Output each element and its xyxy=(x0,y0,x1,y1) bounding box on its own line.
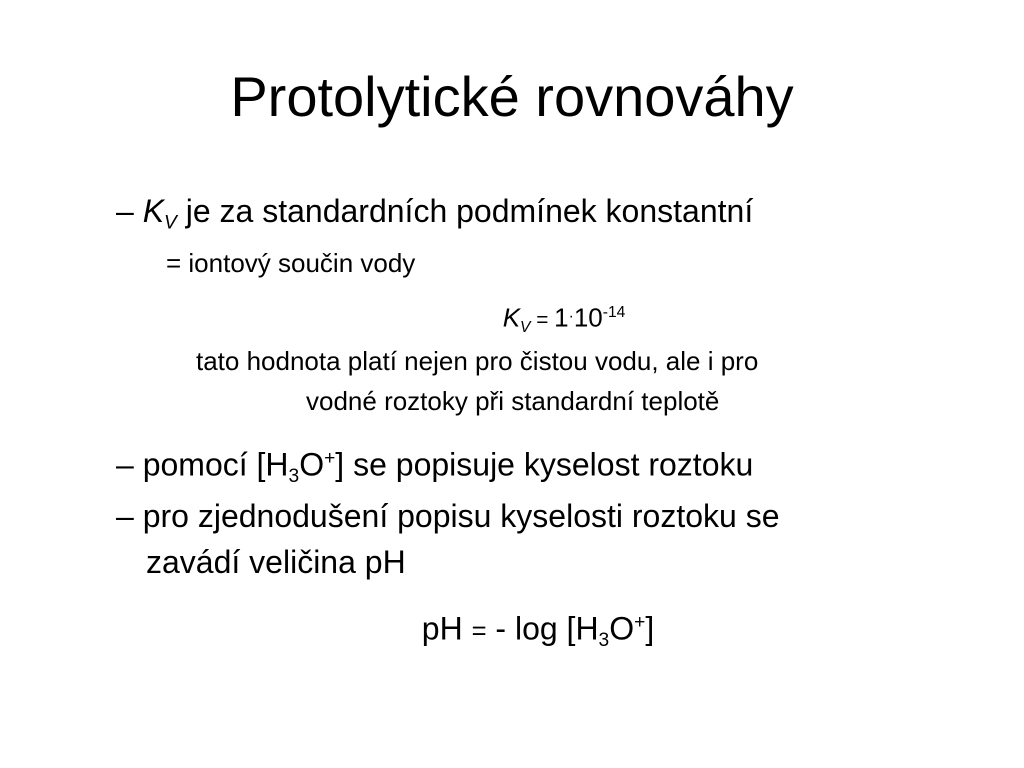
dash: – xyxy=(116,193,134,229)
log-text: - log [H xyxy=(486,610,599,647)
charge-superscript: + xyxy=(324,448,336,469)
ion-product-line: = iontový součin vody xyxy=(166,248,416,278)
bullet-text: je za standardních podmínek konstantní xyxy=(176,193,754,229)
base-ten: 10 xyxy=(573,302,603,333)
closing-bracket: ] xyxy=(645,610,655,647)
ph-equation xyxy=(0,602,1024,662)
bullet-kv-constant xyxy=(116,190,753,245)
ph-label: pH xyxy=(421,610,472,647)
oxygen-symbol: O xyxy=(299,446,325,483)
charge-superscript: + xyxy=(634,612,646,633)
bullet-h3o-acidity xyxy=(116,438,753,498)
slide-title: Protolytické rovnováhy xyxy=(230,65,794,128)
bullet-ph-intro-line2: zavádí veličina pH xyxy=(146,544,406,580)
dash: – xyxy=(116,498,134,534)
bullet-ph-intro xyxy=(116,495,780,537)
bullet-text: pro zjednodušení popisu kyselosti roztoku se xyxy=(133,498,780,534)
validity-note-line2: vodné roztoky při standardní teplotě xyxy=(306,386,720,416)
h-subscript: 3 xyxy=(598,630,610,652)
kv-equation xyxy=(0,296,1024,345)
validity-note-line1: tato hodnota platí nejen pro čistou vodu, ale i pro xyxy=(196,346,759,376)
kv-symbol: K xyxy=(142,193,165,229)
kv-subscript: V xyxy=(164,212,177,234)
exponent: -14 xyxy=(602,304,626,321)
dash: – xyxy=(116,446,134,483)
coefficient: 1 xyxy=(554,302,569,333)
bullet-text-pre: pomocí [H xyxy=(133,446,289,483)
h-subscript: 3 xyxy=(288,466,300,488)
kv-symbol: K xyxy=(502,302,521,333)
kv-subscript: V xyxy=(520,318,531,336)
bullet-text-post: ] se popisuje kyselost roztoku xyxy=(335,446,754,483)
multiply-dot: · xyxy=(568,307,574,325)
equals-sign: = xyxy=(530,308,555,332)
oxygen-symbol: O xyxy=(609,610,635,647)
equals-sign: = xyxy=(471,617,487,646)
